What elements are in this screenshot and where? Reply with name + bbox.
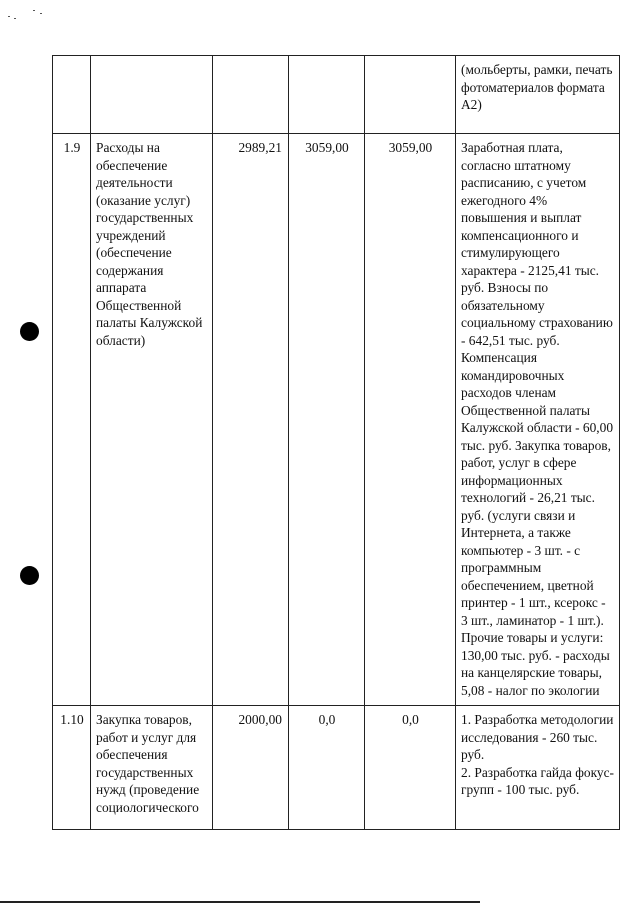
expense-name: Закупка товаров, работ и услуг для обеспечения государственных нужд (проведение социологического: [91, 706, 213, 830]
expense-name: Расходы на обеспечение деятельности (оказание услуг) государственных учреждений (обеспечение содержания аппарата Общественной палаты Калужской области): [91, 134, 213, 706]
row-number: [53, 56, 91, 134]
punch-hole-top: [20, 322, 39, 341]
value-year-2: 3059,00: [289, 134, 365, 706]
page-bottom-rule: [0, 901, 480, 903]
expense-description: 1. Разработка методологии исследования - 260 тыс. руб. 2. Разработка гайда фокус-групп - 100 тыс. руб.: [456, 706, 620, 830]
value-year-3: 3059,00: [365, 134, 456, 706]
expense-name: [91, 56, 213, 134]
table-row: [53, 706, 620, 830]
table-row: [53, 134, 620, 706]
value-year-1: [213, 56, 289, 134]
table-row: [53, 56, 620, 134]
value-year-3: 0,0: [365, 706, 456, 830]
scan-speck: [33, 10, 35, 11]
value-year-1: 2000,00: [213, 706, 289, 830]
punch-hole-bottom: [20, 566, 39, 585]
value-year-3: [365, 56, 456, 134]
scan-speck: [14, 18, 16, 19]
scan-speck: [8, 16, 10, 17]
row-number: 1.10: [53, 706, 91, 830]
scan-speck: [40, 13, 42, 14]
value-year-1: 2989,21: [213, 134, 289, 706]
row-number: 1.9: [53, 134, 91, 706]
value-year-2: 0,0: [289, 706, 365, 830]
budget-table: [52, 55, 620, 830]
expense-description: (мольберты, рамки, печать фотоматериалов формата А2): [456, 56, 620, 134]
value-year-2: [289, 56, 365, 134]
expense-description: Заработная плата, согласно штатному расписанию, с учетом ежегодного 4% повышения и выплат компенсационного и стимулирующего характера - 2125,41 тыс. руб. Взносы по обязательному социальному страхованию - 642,51 тыс. руб. Компенсация командировочных расходов членам Общественной палаты Калужской области - 60,00 тыс. руб. Закупка товаров, работ, услуг в сфере информационных технологий - 26,21 тыс. руб. (услуги связи и Интернета, а также компьютер - 3 шт. - с программным обеспечением, цветной принтер - 1 шт., ксерокс - 3 шт., ламинатор - 1 шт.). Прочие товары и услуги: 130,00 тыс. руб. - расходы на канцелярские товары, 5,08 - налог по экологии: [456, 134, 620, 706]
